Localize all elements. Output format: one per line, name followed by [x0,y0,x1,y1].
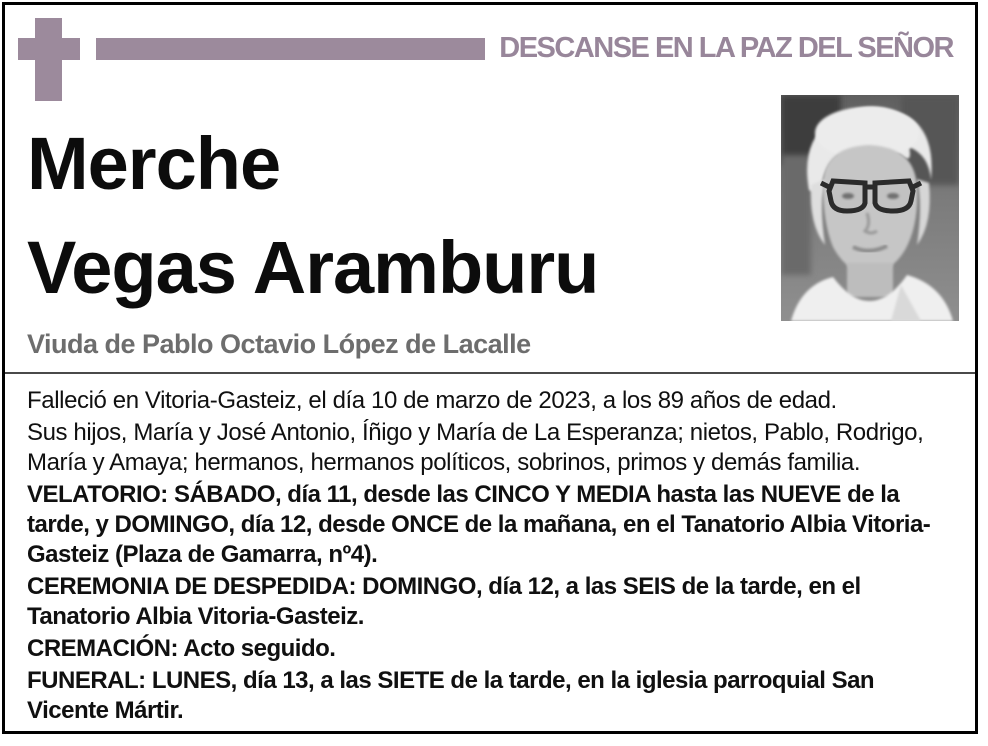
latin-cross-icon [18,18,80,101]
deceased-first-name: Merche [27,122,281,205]
notice-body [27,386,953,726]
cross-horizontal-bar [18,38,80,60]
deceased-photo [781,95,959,321]
obituary-card [2,2,978,734]
header-rule [96,38,485,60]
deceased-relation: Viuda de Pablo Octavio López de Lacalle [27,329,531,359]
deceased-last-names: Vegas Aramburu [27,226,599,309]
separator-line [5,372,975,374]
obituary-header [5,5,975,101]
funeral-info: FUNERAL: LUNES, día 13, a las SIETE de la tarde, en la iglesia parroquial San Vicente Mártir. [27,667,875,724]
header-motto: DESCANSE EN LA PAZ DEL SEÑOR [499,32,953,64]
cremacion-info: CREMACIÓN: Acto seguido. [27,635,336,662]
velatorio-info: VELATORIO: SÁBADO, día 11, desde las CINCO Y MEDIA hasta las NUEVE de la tarde, y DOMINGO, día 12, desde ONCE de la mañana, en el Tanatorio Albia Vitoria-Gasteiz (Plaza de Gamarra, nº4). [27,481,931,568]
family-list: Sus hijos, María y José Antonio, Íñigo y María de La Esperanza; nietos, Pablo, Rodrigo, María y Amaya; hermanos, hermanos políticos, sobrinos, primos y demás familia. [27,419,924,476]
ceremonia-info: CEREMONIA DE DESPEDIDA: DOMINGO, día 12, a las SEIS de la tarde, en el Tanatorio Albia Vitoria-Gasteiz. [27,573,861,630]
death-notice-line: Falleció en Vitoria-Gasteiz, el día 10 de marzo de 2023, a los 89 años de edad. [27,387,837,414]
